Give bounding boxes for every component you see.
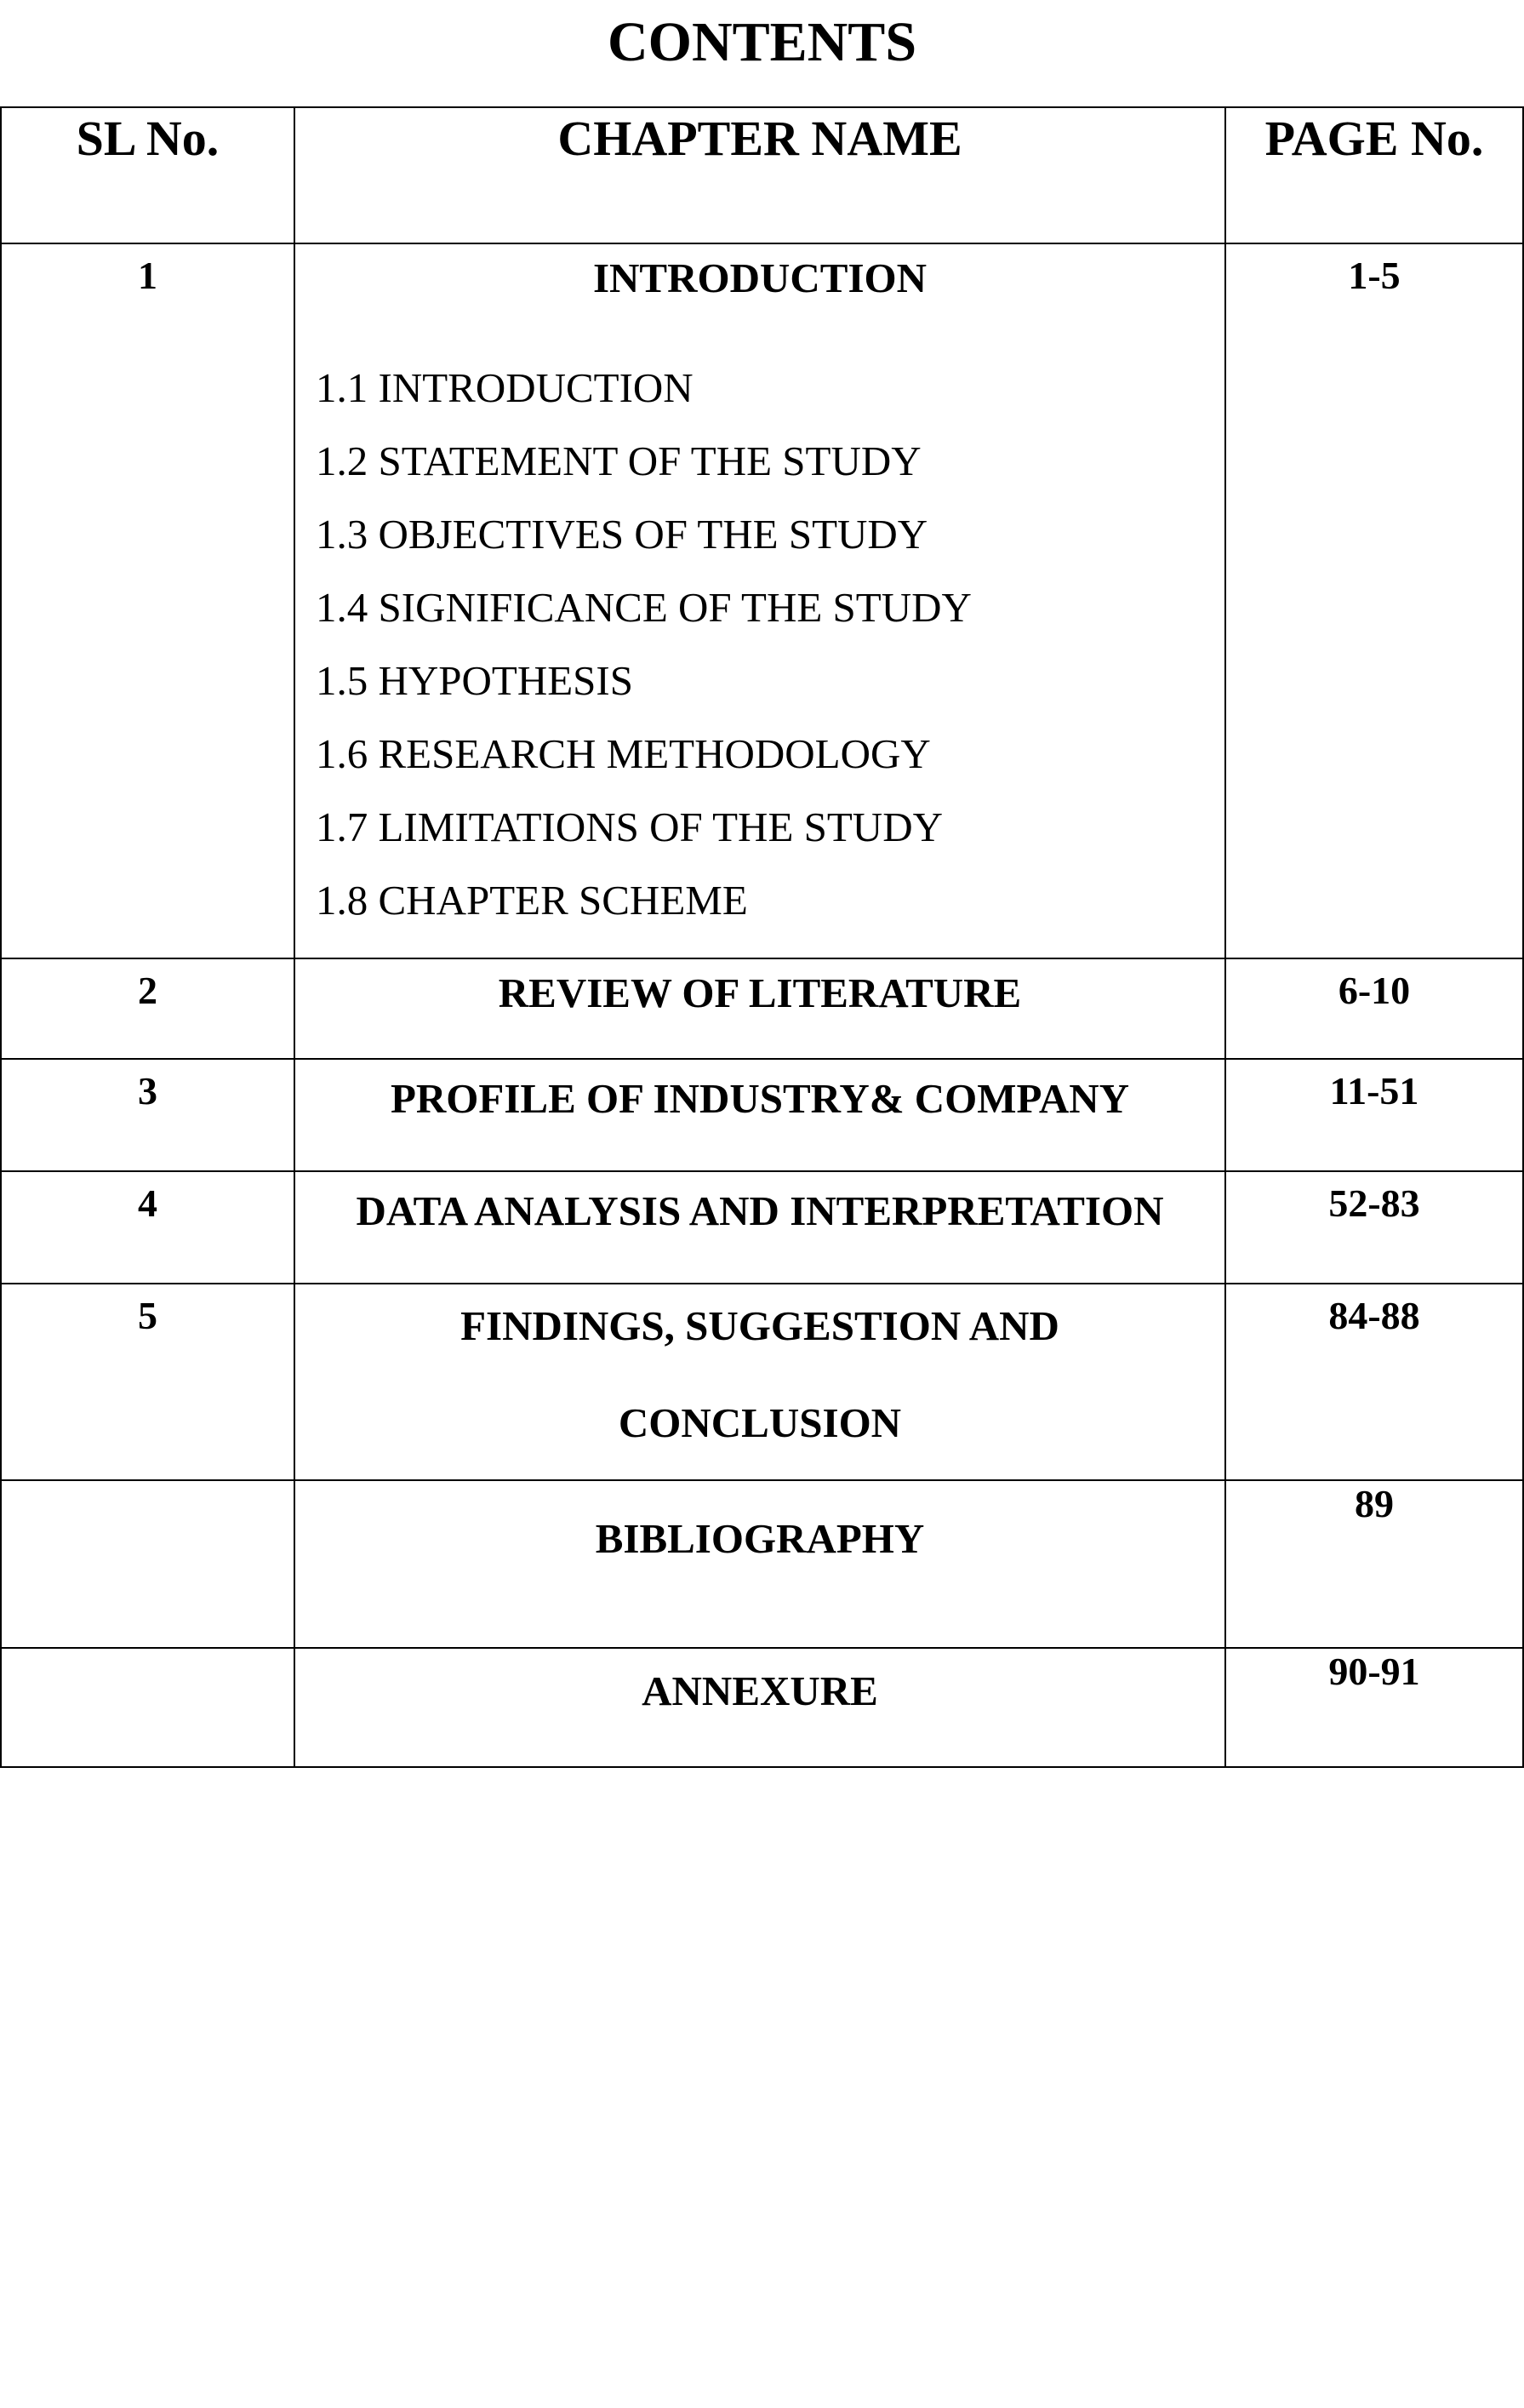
header-row — [1, 107, 1523, 243]
page-cell — [1225, 958, 1523, 1059]
header-sl-no — [1, 107, 294, 243]
chapter-cell — [294, 1171, 1225, 1284]
header-page-no-label: PAGE No. — [1264, 111, 1484, 166]
header-sl-no-label: SL No. — [76, 111, 220, 166]
chapter-title: PROFILE OF INDUSTRY& COMPANY — [390, 1075, 1129, 1122]
chapter-title-line-2: CONCLUSION — [618, 1399, 902, 1446]
sl-number: 1 — [138, 254, 157, 297]
sl-cell — [1, 1480, 294, 1648]
table-row — [1, 958, 1523, 1059]
table-row — [1, 1284, 1523, 1480]
subsection-item: 1.6 RESEARCH METHODOLOGY — [316, 730, 931, 777]
table-row — [1, 243, 1523, 958]
chapter-cell — [294, 1648, 1225, 1767]
sl-number: 5 — [138, 1294, 157, 1337]
sl-cell — [1, 958, 294, 1059]
page-range: 90-91 — [1328, 1650, 1420, 1693]
table-row — [1, 1059, 1523, 1171]
header-chapter-name-label: CHAPTER NAME — [557, 111, 962, 166]
page-cell — [1225, 1284, 1523, 1480]
table-row — [1, 1171, 1523, 1284]
sl-number — [2, 1649, 294, 1657]
sl-cell — [1, 1648, 294, 1767]
sl-number: 2 — [138, 969, 157, 1012]
subsection-item: 1.2 STATEMENT OF THE STUDY — [316, 438, 922, 484]
page-range: 11-51 — [1329, 1069, 1419, 1112]
chapter-cell — [294, 1284, 1225, 1480]
subsection-item: 1.3 OBJECTIVES OF THE STUDY — [316, 511, 928, 558]
chapter-title: REVIEW OF LITERATURE — [498, 969, 1022, 1016]
chapter-title: BIBLIOGRAPHY — [595, 1515, 925, 1562]
sl-cell — [1, 243, 294, 958]
table-row — [1, 1480, 1523, 1648]
page-range: 84-88 — [1328, 1294, 1420, 1337]
chapter-cell — [294, 1480, 1225, 1648]
page-cell — [1225, 1059, 1523, 1171]
chapter-title: DATA ANALYSIS AND INTERPRETATION — [356, 1187, 1164, 1234]
subsection-item: 1.1 INTRODUCTION — [316, 364, 694, 411]
page-cell — [1225, 1648, 1523, 1767]
page-range: 1-5 — [1348, 254, 1401, 297]
contents-table — [0, 106, 1524, 1768]
subsection-list — [295, 352, 1224, 958]
chapter-cell — [294, 1059, 1225, 1171]
sl-number — [2, 1481, 294, 1490]
sl-cell — [1, 1059, 294, 1171]
page-cell — [1225, 1480, 1523, 1648]
page-title: CONTENTS — [607, 11, 917, 73]
table-row — [1, 1648, 1523, 1767]
header-chapter-name — [294, 107, 1225, 243]
sl-number: 4 — [138, 1181, 157, 1225]
subsection-item: 1.5 HYPOTHESIS — [316, 657, 633, 704]
chapter-title: ANNEXURE — [642, 1667, 878, 1714]
chapter-cell — [294, 243, 1225, 958]
sl-cell — [1, 1171, 294, 1284]
page-range: 89 — [1355, 1482, 1394, 1525]
sl-number: 3 — [138, 1069, 157, 1112]
page-range: 6-10 — [1338, 969, 1411, 1012]
page-cell — [1225, 1171, 1523, 1284]
chapter-title-line-1: FINDINGS, SUGGESTION AND — [460, 1302, 1059, 1349]
page-range: 52-83 — [1328, 1181, 1420, 1225]
subsection-item: 1.8 CHAPTER SCHEME — [316, 877, 748, 924]
chapter-title: INTRODUCTION — [592, 255, 928, 301]
chapter-cell — [294, 958, 1225, 1059]
subsection-item: 1.7 LIMITATIONS OF THE STUDY — [316, 804, 943, 850]
sl-cell — [1, 1284, 294, 1480]
page-cell — [1225, 243, 1523, 958]
subsection-item: 1.4 SIGNIFICANCE OF THE STUDY — [316, 584, 972, 631]
header-page-no — [1225, 107, 1523, 243]
